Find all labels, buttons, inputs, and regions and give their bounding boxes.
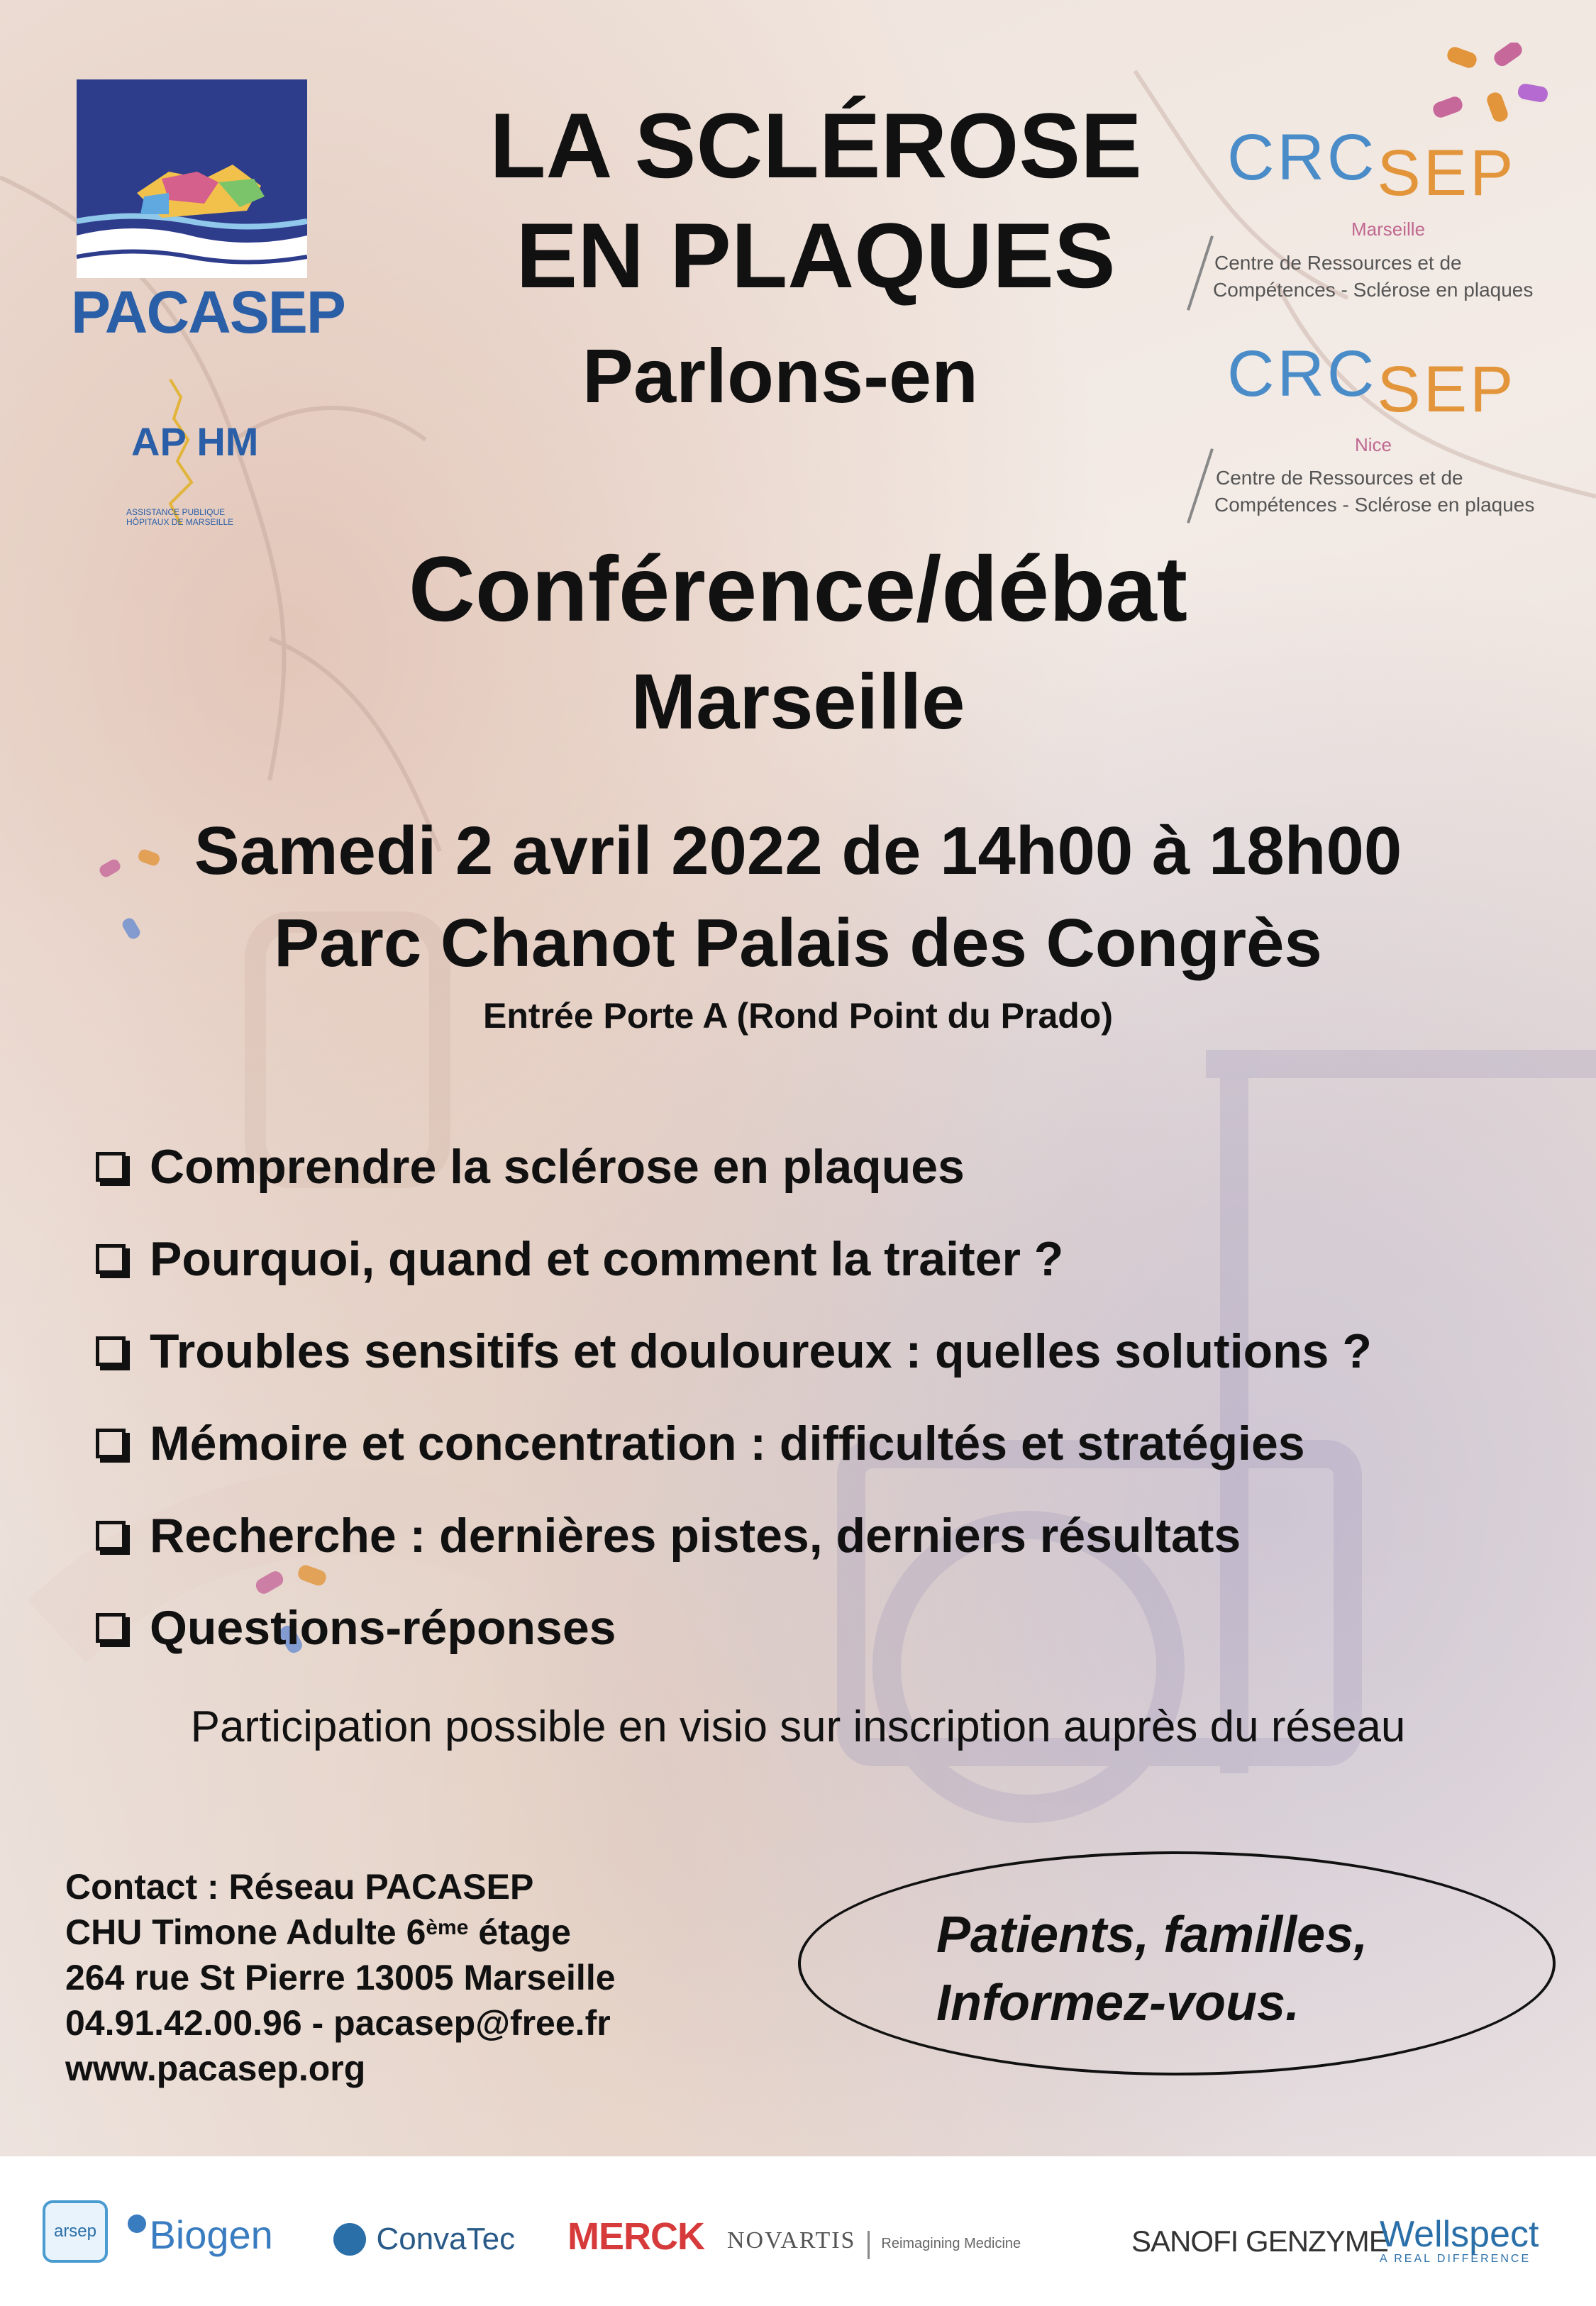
topic-item: [96, 1213, 1550, 1305]
topic-label: Recherche : dernières pistes, derniers résultats: [150, 1509, 1241, 1563]
topic-item: [96, 1305, 1550, 1397]
crcsep-marseille-sep: SEP: [1377, 137, 1517, 209]
topic-label: Questions-réponses: [150, 1601, 616, 1655]
aphm-logo-subtext: ASSISTANCE PUBLIQUE HÔPITAUX DE MARSEILLE: [126, 507, 234, 527]
event-venue: Parc Chanot Palais des Congrès: [274, 905, 1322, 981]
visio-note: Participation possible en visio sur inscription auprès du réseau: [190, 1702, 1406, 1751]
aphm-logo-text: AP HM: [131, 419, 259, 464]
sanofi-genzyme-logo: SANOFI GENZYME: [1131, 2224, 1388, 2258]
event-entrance: Entrée Porte A (Rond Point du Prado): [483, 996, 1113, 1036]
checkbox-icon: [96, 1244, 126, 1274]
checkbox-icon: [96, 1521, 126, 1551]
topic-item: [96, 1490, 1550, 1582]
novartis-logo-text: NOVARTIS: [727, 2227, 856, 2254]
biogen-logo: [128, 2212, 273, 2258]
topic-label: Troubles sensitifs et douloureux : quelles solutions ?: [150, 1324, 1372, 1378]
contact-line-2: [65, 1909, 616, 1955]
arsep-logo: [43, 2200, 108, 2263]
convatec-logo-text: ConvaTec: [376, 2222, 516, 2256]
checkbox-icon: [96, 1429, 126, 1458]
poster-title-line2: EN PLAQUES: [516, 204, 1116, 307]
event-city: Marseille: [631, 658, 965, 745]
topic-item: [96, 1397, 1550, 1490]
slogan: [936, 1901, 1368, 2037]
sponsor-bar: [0, 2156, 1596, 2306]
crcsep-marseille-city: Marseille: [1351, 218, 1426, 240]
merck-logo: MERCK: [567, 2215, 704, 2258]
biogen-dot-icon: [128, 2214, 146, 2233]
novartis-tagline: Reimagining Medicine: [881, 2236, 1021, 2251]
event-type: Conférence/débat: [408, 537, 1188, 641]
topic-label: Pourquoi, quand et comment la traiter ?: [150, 1232, 1064, 1286]
wellspect-logo: [1380, 2213, 1539, 2266]
wellspect-tagline: A REAL DIFFERENCE: [1380, 2253, 1531, 2265]
crcsep-nice-caption-line2: Compétences - Sclérose en plaques: [1214, 494, 1535, 516]
pacasep-logo-text: PACASEP: [71, 279, 345, 345]
crcsep-marseille-caption-line2: Compétences - Sclérose en plaques: [1213, 279, 1534, 301]
crcsep-nice-sep: SEP: [1377, 353, 1517, 426]
topic-item: [96, 1121, 1550, 1213]
contact-phone-email[interactable]: 04.91.42.00.96 - pacasep@free.fr: [65, 2003, 611, 2043]
contact-website-link[interactable]: www.pacasep.org: [65, 2049, 366, 2088]
novartis-logo: [727, 2227, 1021, 2259]
checkbox-icon: [96, 1152, 126, 1182]
slogan-line-1: Patients, familles,: [936, 1907, 1368, 1963]
topic-item: [96, 1582, 1550, 1674]
convatec-logo: [333, 2222, 515, 2257]
crcsep-nice-caption-line1: Centre de Ressources et de: [1216, 467, 1463, 489]
novartis-divider: [868, 2231, 870, 2259]
crcsep-marseille-logo: [1227, 121, 1517, 209]
poster-subtitle: Parlons-en: [582, 333, 979, 418]
crcsep-nice-logo: [1227, 337, 1517, 426]
poster-title-line1: LA SCLÉROSE: [489, 94, 1142, 197]
topic-label: Mémoire et concentration : difficultés et stratégies: [150, 1417, 1305, 1470]
contact-block: [65, 1864, 616, 2091]
contact-address-building: CHU Timone Adulte 6: [65, 1912, 426, 1952]
biogen-logo-text: Biogen: [149, 2212, 273, 2257]
event-date: Samedi 2 avril 2022 de 14h00 à 18h00: [194, 813, 1402, 889]
crcsep-nice-caption: [1214, 465, 1534, 519]
pacasep-logo: [77, 79, 307, 278]
crcsep-marseille-caption: [1213, 250, 1533, 304]
crcsep-nice-crc: CRC: [1227, 338, 1378, 410]
convatec-circle-icon: [333, 2223, 366, 2256]
slogan-line-2: Informez-vous.: [936, 1975, 1300, 2031]
arsep-logo-text: arsep: [53, 2222, 97, 2241]
crcsep-nice-city: Nice: [1355, 434, 1392, 455]
wellspect-logo-text: Wellspect: [1380, 2214, 1539, 2255]
contact-floor-suffix: ème: [426, 1916, 469, 1939]
crcsep-marseille-caption-line1: Centre de Ressources et de: [1214, 252, 1462, 274]
topic-list: [96, 1121, 1550, 1674]
topic-label: Comprendre la sclérose en plaques: [150, 1140, 965, 1194]
checkbox-icon: [96, 1613, 126, 1643]
checkbox-icon: [96, 1336, 126, 1366]
contact-line-3: 264 rue St Pierre 13005 Marseille: [65, 1958, 616, 1997]
crcsep-marseille-crc: CRC: [1227, 121, 1378, 194]
contact-floor-label: étage: [468, 1912, 571, 1952]
contact-line-1: Contact : Réseau PACASEP: [65, 1867, 534, 1907]
